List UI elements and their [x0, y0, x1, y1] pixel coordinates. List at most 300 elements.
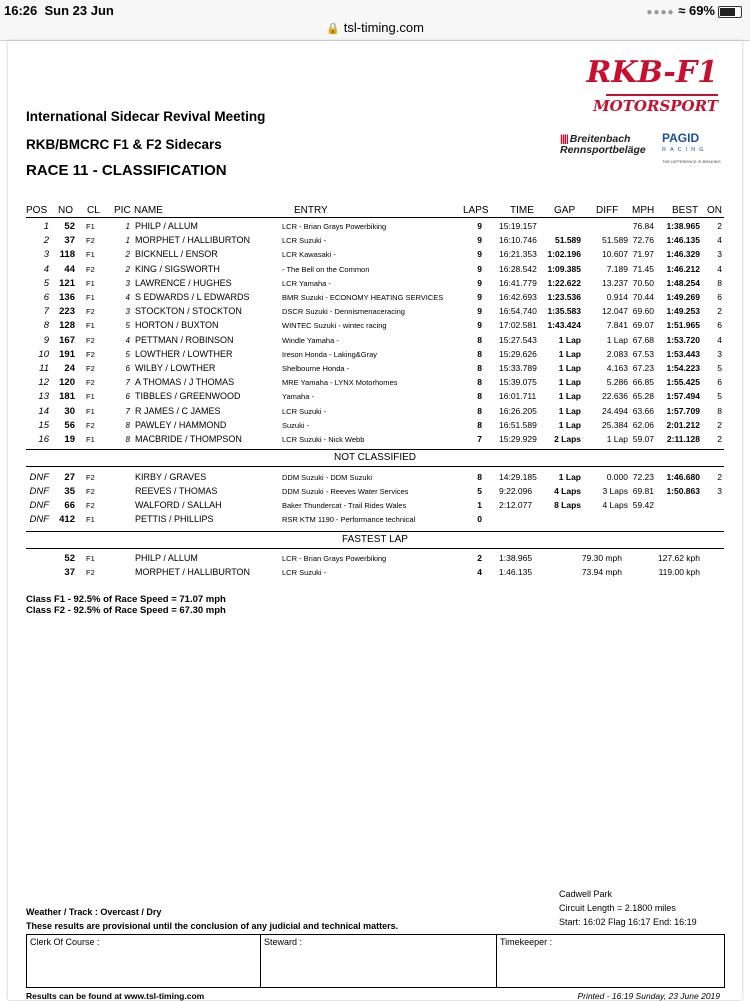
cell-laps: 9: [477, 292, 482, 302]
cell-mph: 79.30 mph: [581, 553, 622, 563]
fastest-lap-title: FASTEST LAP: [342, 534, 408, 545]
race-title: RACE 11 - CLASSIFICATION: [26, 162, 227, 179]
cell-name: R JAMES / C JAMES: [135, 405, 221, 416]
cell-diff: 4.163: [606, 363, 628, 373]
cell-pic: 3: [125, 278, 130, 288]
cell-no: 412: [59, 514, 75, 525]
col-name: NAME: [134, 205, 163, 216]
printed-time: Printed - 16:19 Sunday, 23 June 2019: [577, 991, 720, 1001]
cell-best: 1:51.965: [666, 320, 700, 331]
cell-name: MORPHET / HALLIBURTON: [135, 235, 251, 246]
cell-name: S EDWARDS / L EDWARDS: [135, 292, 250, 302]
lock-icon: 🔒: [326, 23, 340, 35]
cell-entry: Windle Yamaha -: [282, 335, 339, 345]
cell-diff: 5.286: [606, 377, 628, 388]
cell-name: MORPHET / HALLIBURTON: [135, 567, 251, 577]
provisional-note: These results are provisional until the conclusion of any judicial and technical matters.: [26, 921, 399, 931]
table-row: [0, 405, 750, 419]
timekeeper-box: Timekeeper :: [496, 934, 725, 988]
cell-entry: BMR Suzuki - ECONOMY HEATING SERVICES: [282, 293, 444, 302]
meeting-title: International Sidecar Revival Meeting: [26, 109, 266, 124]
cell-gap: 1:23.536: [547, 292, 581, 302]
cell-pic: 5: [125, 349, 130, 359]
cell-time: 16:51.589: [499, 419, 537, 430]
table-row: [0, 248, 750, 262]
cell-pos: 8: [43, 320, 49, 332]
rkb-logo: RKB-F1: [586, 55, 718, 90]
cell-entry: LCR Suzuki - Nick Webb: [282, 435, 365, 444]
cell-name: STOCKTON / STOCKTON: [135, 306, 242, 317]
steward-box: Steward :: [260, 934, 497, 988]
cell-name: REEVES / THOMAS: [135, 486, 218, 496]
cell-class: F1: [86, 293, 95, 302]
rule-fl-2: [26, 548, 724, 549]
cell-no: 118: [59, 249, 75, 261]
cell-best: 1:54.223: [666, 363, 700, 373]
cell-on: 4: [717, 263, 722, 274]
cell-pos: 2: [43, 235, 49, 247]
cell-pic: 7: [125, 406, 130, 416]
cell-no: 56: [64, 419, 75, 431]
cell-time: 16:26.205: [499, 405, 537, 416]
cell-class: F2: [86, 568, 95, 577]
cell-mph: 72.76: [632, 235, 654, 246]
table-row: [0, 263, 750, 277]
cell-entry: - The Bell on the Common: [282, 264, 370, 274]
table-row: [0, 334, 750, 348]
table-row: [0, 471, 750, 485]
cell-time: 14:29.185: [499, 472, 537, 482]
cell-on: 5: [717, 363, 722, 373]
cell-no: 181: [59, 391, 75, 403]
cell-time: 1:46.135: [499, 567, 533, 577]
col-time: TIME: [510, 205, 534, 216]
table-row: [0, 348, 750, 362]
cell-gap: 1:43.424: [547, 320, 581, 331]
cell-mph: 70.44: [632, 292, 654, 302]
cell-class: F2: [86, 378, 95, 388]
cell-best: 1:57.494: [666, 391, 700, 402]
cell-diff: 0.000: [606, 472, 628, 482]
table-row: [0, 376, 750, 390]
cell-time: 15:33.789: [499, 363, 537, 373]
cell-time: 16:21.353: [499, 249, 537, 260]
cell-on: 3: [717, 348, 722, 359]
cell-gap: 1 Lap: [558, 419, 581, 430]
table-row: [0, 566, 750, 580]
cell-class: F1: [86, 515, 95, 524]
cell-pic: 8: [125, 420, 130, 430]
cell-laps: 9: [477, 221, 482, 231]
cell-mph: 67.23: [632, 363, 654, 373]
col-no: NO: [58, 205, 73, 216]
cell-mph: 72.23: [632, 472, 654, 482]
cell-name: PETTMAN / ROBINSON: [135, 334, 234, 345]
col-diff: DIFF: [596, 205, 619, 216]
cell-pos: DNF: [29, 500, 49, 511]
cell-no: 191: [59, 348, 75, 360]
cell-pic: 6: [125, 392, 130, 402]
series-title: RKB/BMCRC F1 & F2 Sidecars: [26, 137, 222, 152]
cell-pic: 4: [125, 335, 130, 345]
table-row: [0, 277, 750, 291]
cell-no: 27: [64, 472, 75, 483]
cell-gap: 2 Laps: [554, 434, 581, 444]
cell-laps: 8: [477, 419, 482, 430]
cell-class: F1: [86, 250, 95, 260]
cell-best: 1:53.443: [666, 348, 700, 359]
cell-laps: 8: [477, 363, 482, 373]
cell-time: 9:22.096: [499, 486, 533, 496]
cell-name: MACBRIDE / THOMPSON: [135, 434, 242, 444]
cell-no: 19: [64, 434, 75, 445]
cell-laps: 0: [477, 514, 482, 524]
cell-no: 52: [64, 221, 75, 232]
cell-laps: 8: [477, 334, 482, 345]
cell-pos: 13: [38, 391, 49, 403]
cell-kph: 127.62 kph: [657, 553, 700, 563]
table-row: [0, 485, 750, 499]
cell-no: 223: [59, 306, 75, 318]
cell-entry: LCR - Brian Grays Powerbiking: [282, 554, 387, 563]
cell-on: 2: [717, 434, 722, 444]
cell-on: 4: [717, 235, 722, 246]
cell-diff: 13.237: [602, 277, 628, 288]
signal-icon: ●●●●: [646, 7, 675, 18]
cell-pos: 12: [38, 377, 49, 389]
cell-name: PAWLEY / HAMMOND: [135, 419, 227, 430]
cell-mph: 65.28: [632, 391, 654, 402]
cell-diff: 25.384: [602, 419, 628, 430]
cell-entry: LCR Yamaha -: [282, 278, 331, 288]
cell-mph: 70.50: [632, 277, 654, 288]
cell-entry: LCR - Brian Grays Powerbiking: [282, 222, 387, 231]
cell-pos: 11: [39, 363, 49, 374]
cell-name: HORTON / BUXTON: [135, 320, 219, 331]
table-row: [0, 499, 750, 513]
table-row: [0, 291, 750, 305]
cell-on: 6: [717, 292, 722, 302]
cell-time: 16:01.711: [499, 391, 537, 402]
cell-pic: 2: [125, 264, 130, 274]
circuit-name: Cadwell Park: [559, 889, 613, 899]
cell-on: 2: [717, 472, 722, 482]
col-best: BEST: [672, 205, 699, 216]
cell-entry: Ireson Honda - Laking&Gray: [282, 349, 378, 359]
cell-on: 2: [717, 306, 722, 317]
cell-pic: 4: [125, 293, 130, 302]
cell-pic: 1: [125, 222, 130, 231]
weather: Weather / Track : Overcast / Dry: [26, 907, 162, 917]
cell-laps: 9: [477, 249, 482, 260]
table-row: [0, 390, 750, 404]
cell-pic: 6: [125, 364, 130, 373]
cell-pos: DNF: [29, 472, 49, 483]
cell-best: 2:01.212: [666, 419, 700, 430]
cell-on: 8: [717, 405, 722, 416]
cell-best: 1:57.709: [666, 405, 700, 416]
cell-best: 1:50.863: [666, 486, 700, 496]
cell-time: 16:41.779: [499, 277, 537, 288]
cell-diff: 1 Lap: [606, 434, 628, 444]
cell-diff: 3 Laps: [602, 486, 628, 496]
cell-time: 15:29.929: [499, 434, 537, 444]
cell-mph: 69.60: [632, 306, 654, 317]
cell-pos: 3: [43, 249, 49, 261]
cell-laps: 9: [477, 235, 482, 246]
cell-name: LOWTHER / LOWTHER: [135, 348, 233, 359]
cell-gap: 1:22.622: [547, 277, 581, 288]
cell-mph: 67.53: [632, 348, 654, 359]
cell-entry: DDM Suzuki - DDM Suzuki: [282, 473, 373, 482]
cell-lap: 4: [477, 567, 482, 577]
cell-no: 37: [64, 567, 75, 578]
cell-entry: LCR Suzuki -: [282, 406, 327, 416]
cell-gap: 1 Lap: [558, 472, 581, 482]
cell-best: 1:46.680: [666, 472, 700, 482]
cell-diff: 10.607: [602, 249, 628, 260]
col-on: ON: [707, 205, 722, 216]
col-mph: MPH: [632, 205, 655, 216]
cell-class: F1: [86, 392, 95, 402]
cell-gap: 1:02.196: [547, 249, 581, 260]
cell-laps: 9: [477, 306, 482, 317]
cell-no: 136: [59, 292, 75, 303]
cell-class: F2: [86, 473, 95, 482]
cell-time: 1:38.965: [499, 553, 533, 563]
col-cl: CL: [87, 205, 100, 216]
cell-laps: 1: [477, 500, 482, 510]
cell-no: 128: [59, 320, 75, 332]
rule-nc: [26, 449, 724, 450]
table-row: [0, 552, 750, 566]
cell-gap: 1:35.583: [547, 306, 581, 317]
cell-class: F1: [86, 222, 95, 231]
rule-fl: [26, 531, 724, 532]
cell-mph: 71.45: [632, 263, 654, 274]
cell-entry: MRE Yamaha - LYNX Motorhomes: [282, 378, 398, 388]
rkb-logo-sub: MOTORSPORT: [593, 97, 718, 115]
cell-pos: 9: [43, 334, 49, 346]
cell-mph: 66.85: [632, 377, 654, 388]
cell-no: 167: [59, 334, 75, 346]
cell-on: 3: [717, 486, 722, 496]
cell-gap: 1 Lap: [558, 377, 581, 388]
cell-entry: LCR Suzuki -: [282, 236, 327, 246]
rule-nc-2: [26, 466, 724, 467]
pagid-logo: PAGID RACING THE DIFFERENCE IS BRAKING: [662, 131, 721, 164]
cell-gap: 1 Lap: [558, 391, 581, 402]
cell-diff: 4 Laps: [602, 500, 628, 510]
battery-icon: [718, 6, 742, 18]
cell-diff: 24.494: [602, 405, 628, 416]
cell-diff: 0.914: [606, 292, 628, 302]
cell-pic: 8: [125, 435, 130, 444]
cell-on: 3: [717, 249, 722, 260]
cell-best: 1:46.135: [666, 235, 700, 246]
cell-diff: 12.047: [602, 306, 628, 317]
cell-mph: 73.94 mph: [581, 567, 622, 577]
cell-class: F2: [86, 364, 95, 373]
cell-mph: 63.66: [632, 405, 654, 416]
cell-diff: 1 Lap: [606, 334, 628, 345]
cell-name: PHILP / ALLUM: [135, 221, 198, 231]
cell-entry: RSR KTM 1190 - Performance technical: [282, 515, 416, 524]
cell-pic: 3: [125, 307, 130, 317]
address-bar[interactable]: 🔒 tsl-timing.com: [326, 20, 424, 35]
col-gap: GAP: [554, 205, 576, 216]
cell-laps: 8: [477, 391, 482, 402]
cell-pos: 10: [38, 348, 49, 360]
cell-no: 35: [64, 486, 75, 497]
results-link[interactable]: Results can be found at www.tsl-timing.com: [26, 991, 205, 1001]
cell-pos: 15: [38, 419, 49, 431]
cell-no: 30: [64, 405, 75, 417]
cell-best: 1:49.253: [666, 306, 700, 317]
cell-name: LAWRENCE / HUGHES: [135, 277, 232, 288]
table-row: [0, 419, 750, 433]
cell-gap: 1 Lap: [558, 348, 581, 359]
table-row: [0, 362, 750, 376]
cell-laps: 8: [477, 348, 482, 359]
cell-best: 1:49.269: [666, 292, 700, 302]
table-row: [0, 305, 750, 319]
cell-entry: Shelbourne Honda -: [282, 364, 350, 373]
cell-name: BICKNELL / ENSOR: [135, 249, 218, 260]
cell-time: 15:39.075: [499, 377, 537, 388]
cell-class: F1: [86, 278, 95, 288]
cell-class: F2: [86, 501, 95, 510]
cell-laps: 9: [477, 320, 482, 331]
cell-time: 17:02.581: [499, 320, 537, 331]
cell-time: 15:19.157: [499, 221, 537, 231]
cell-best: 1:46.329: [666, 249, 700, 260]
status-time: 16:26 Sun 23 Jun: [4, 3, 114, 18]
cell-diff: 2.083: [606, 348, 628, 359]
cell-pic: 1: [125, 236, 130, 246]
cell-laps: 8: [477, 377, 482, 388]
cell-time: 16:28.542: [499, 263, 537, 274]
status-right: ●●●● ≈ 69%: [646, 3, 742, 18]
cell-pos: 6: [43, 292, 49, 303]
cell-name: KIRBY / GRAVES: [135, 472, 207, 482]
cell-entry: LCR Suzuki -: [282, 568, 327, 577]
cell-gap: 8 Laps: [554, 500, 581, 510]
cell-mph: 76.84: [632, 221, 654, 231]
cell-lap: 2: [477, 553, 482, 563]
wifi-icon: ≈: [678, 3, 686, 18]
cell-name: WILBY / LOWTHER: [135, 363, 216, 373]
cell-mph: 59.42: [632, 500, 654, 510]
cell-gap: 1 Lap: [558, 334, 581, 345]
cell-on: 6: [717, 377, 722, 388]
cell-laps: 5: [477, 486, 482, 496]
cell-class: F2: [86, 307, 95, 317]
cell-name: TIBBLES / GREENWOOD: [135, 391, 241, 402]
col-laps: LAPS: [463, 205, 489, 216]
cell-mph: 62.06: [632, 419, 654, 430]
cell-pos: 14: [38, 405, 49, 417]
header-rule: [26, 217, 724, 218]
cell-pos: 16: [38, 434, 49, 445]
cell-gap: 1:09.385: [547, 263, 581, 274]
cell-best: 1:55.425: [666, 377, 700, 388]
cell-pos: DNF: [29, 514, 49, 525]
cell-laps: 9: [477, 263, 482, 274]
cell-diff: 51.589: [602, 235, 628, 246]
cell-class: F1: [86, 554, 95, 563]
cell-time: 16:42.693: [499, 292, 537, 302]
cell-class: F1: [86, 406, 95, 416]
cell-pic: 5: [125, 321, 130, 331]
cell-pos: DNF: [29, 486, 49, 497]
cell-class: F1: [86, 435, 95, 444]
cell-laps: 7: [477, 434, 482, 444]
cell-best: 1:53.720: [666, 334, 700, 345]
cell-gap: 1 Lap: [558, 405, 581, 416]
cell-on: 5: [717, 391, 722, 402]
cell-time: 16:54.740: [499, 306, 537, 317]
cell-class: F2: [86, 349, 95, 359]
table-row: [0, 220, 750, 234]
cell-no: 44: [64, 263, 75, 275]
col-pos: POS: [26, 205, 48, 216]
cell-no: 52: [64, 553, 75, 564]
cell-diff: 22.636: [602, 391, 628, 402]
cell-no: 66: [64, 500, 75, 511]
table-row: [0, 234, 750, 248]
cell-pic: 7: [125, 378, 130, 388]
cell-entry: Baker Thundercat - Trail Rides Wales: [282, 501, 407, 510]
cell-entry: DDM Suzuki - Reeves Water Services: [282, 487, 409, 496]
cell-class: F2: [86, 420, 95, 430]
col-entry: ENTRY: [294, 205, 328, 216]
cell-entry: DSCR Suzuki - Dennismenaceracing: [282, 307, 405, 317]
cell-pos: 5: [43, 277, 49, 289]
cell-entry: Yamaha -: [282, 392, 314, 402]
cell-mph: 67.68: [632, 334, 654, 345]
race-times: Start: 16:02 Flag 16:17 End: 16:19: [559, 917, 697, 927]
logo-divider: [606, 94, 718, 96]
cell-class: F2: [86, 236, 95, 246]
cell-name: PETTIS / PHILLIPS: [135, 514, 214, 524]
cell-time: 16:10.746: [499, 235, 537, 246]
cell-entry: LCR Kawasaki -: [282, 250, 336, 260]
cell-entry: WINTEC Suzuki - wintec racing: [282, 321, 387, 331]
cell-no: 120: [59, 377, 75, 389]
cell-mph: 59.07: [632, 434, 654, 444]
cell-best: 1:48.254: [666, 277, 700, 288]
cell-best: 1:38.965: [666, 221, 700, 231]
table-row: [0, 433, 750, 447]
cell-no: 37: [64, 235, 75, 247]
cell-on: 2: [717, 419, 722, 430]
cell-on: 8: [717, 277, 722, 288]
class-note-f2: Class F2 - 92.5% of Race Speed = 67.30 mph: [26, 605, 226, 616]
cell-diff: 7.841: [606, 320, 628, 331]
cell-name: A THOMAS / J THOMAS: [135, 377, 235, 388]
cell-kph: 119.00 kph: [658, 567, 700, 577]
cell-class: F2: [86, 335, 95, 345]
breitenbach-stripes-icon: ||||: [560, 133, 568, 145]
cell-time: 15:27.543: [499, 334, 537, 345]
cell-diff: 7.189: [606, 263, 628, 274]
cell-laps: 8: [477, 472, 482, 482]
cell-mph: 71.97: [632, 249, 654, 260]
cell-name: PHILP / ALLUM: [135, 553, 198, 563]
breitenbach-logo: |||| Breitenbach Rennsportbeläge: [560, 133, 646, 156]
status-bar: [0, 0, 750, 41]
